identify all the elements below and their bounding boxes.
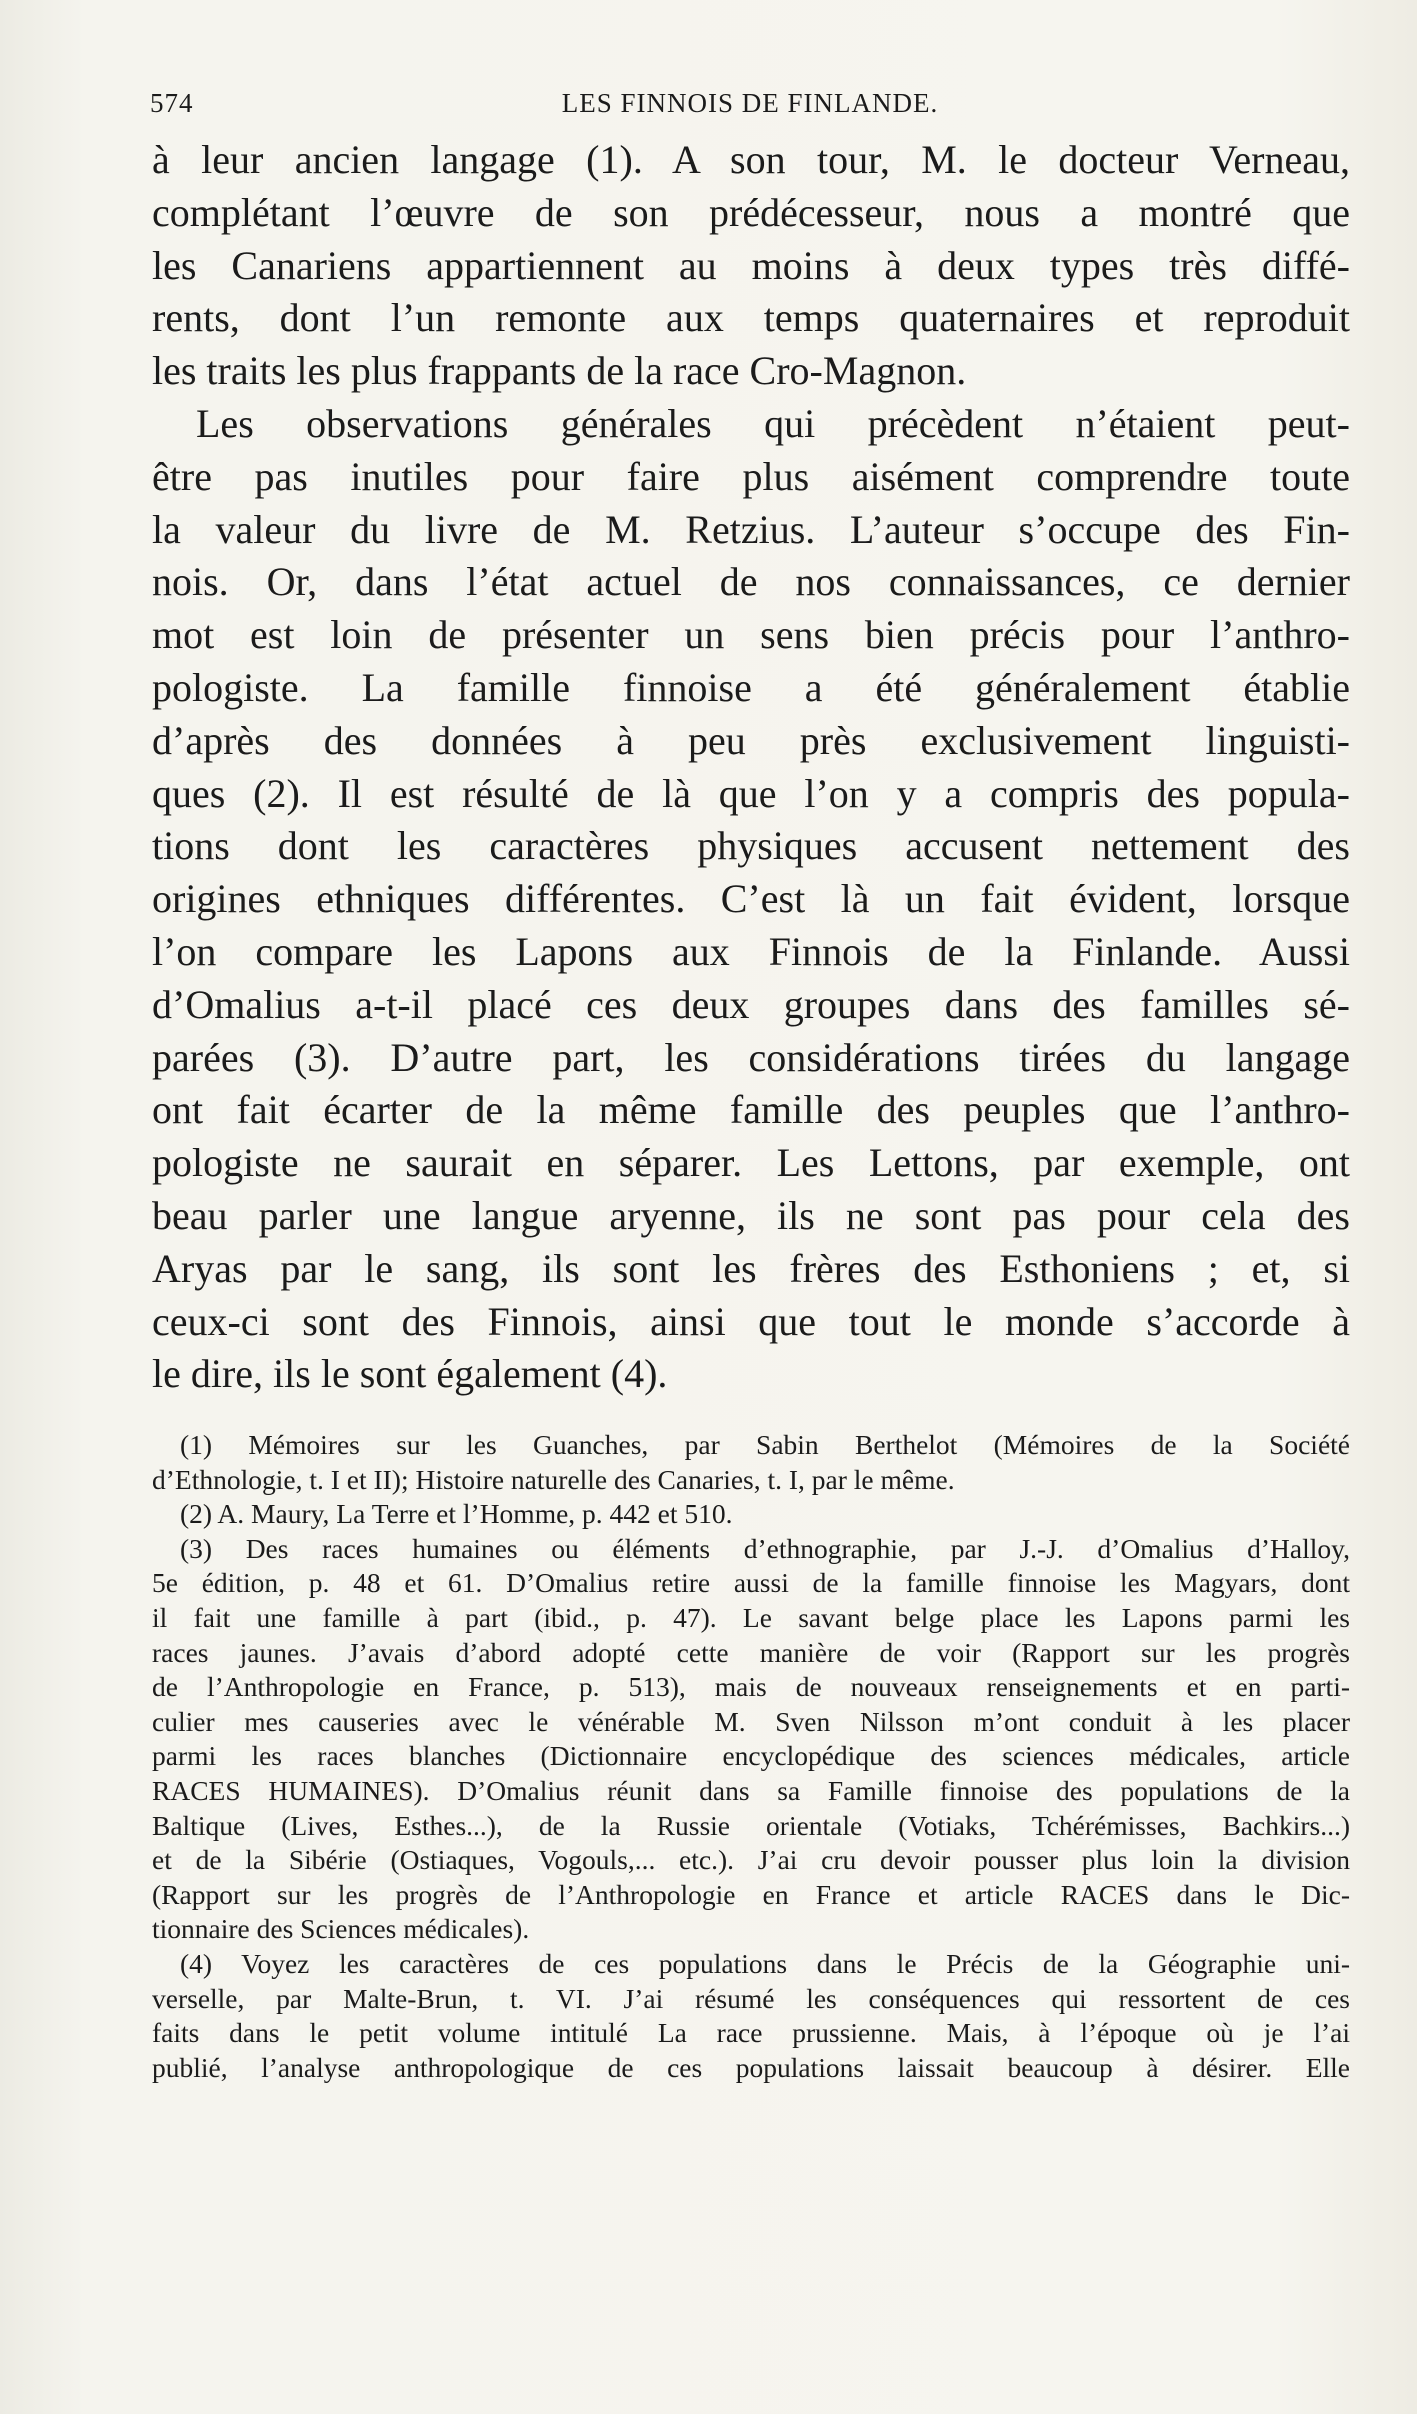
text-line: beau parler une langue aryenne, ils ne sont pas pour cela des xyxy=(152,1192,1350,1238)
text-line: les traits les plus frappants de la race Cro-Magnon. xyxy=(152,348,967,394)
footnote-line: (3) Des races humaines ou éléments d’ethnographie, par J.-J. d’Omalius d’Halloy, xyxy=(180,1532,1350,1564)
footnote-line: Baltique (Lives, Esthes...), de la Russie orientale (Votiaks, Tchérémisses, Bachkirs...) xyxy=(152,1809,1350,1841)
footnote-line: RACES HUMAINES). D’Omalius réunit dans sa Famille finnoise des populations de la xyxy=(152,1774,1350,1806)
page-number: 574 xyxy=(150,88,194,118)
main-text xyxy=(152,134,1350,1401)
text-line: rents, dont l’un remonte aux temps quaternaires et reproduit xyxy=(152,295,1350,341)
footnote-line: (4) Voyez les caractères de ces populations dans le Précis de la Géographie uni- xyxy=(180,1947,1350,1979)
text-line: nois. Or, dans l’état actuel de nos connaissances, ce dernier xyxy=(152,559,1350,605)
text-line: d’après des données à peu près exclusivement linguisti- xyxy=(152,717,1350,763)
footnote-line: verselle, par Malte-Brun, t. VI. J’ai résumé les conséquences qui ressortent de ces xyxy=(152,1982,1350,2014)
footnote-line: il fait une famille à part (ibid., p. 47). Le savant belge place les Lapons parmi les xyxy=(152,1601,1350,1633)
text-line: le dire, ils le sont également (4). xyxy=(152,1351,668,1397)
text-line: origines ethniques différentes. C’est là un fait évident, lorsque xyxy=(152,876,1350,922)
footnote-line: culier mes causeries avec le vénérable M. Sven Nilsson m’ont conduit à les placer xyxy=(152,1705,1350,1737)
footnote-line: parmi les races blanches (Dictionnaire encyclopédique des sciences médicales, article xyxy=(152,1740,1350,1772)
footnote-line: de l’Anthropologie en France, p. 513), mais de nouveaux renseignements et en parti- xyxy=(152,1671,1350,1703)
footnote-line: (2) A. Maury, La Terre et l’Homme, p. 442 et 510. xyxy=(180,1498,733,1530)
text-line: Aryas par le sang, ils sont les frères des Esthoniens ; et, si xyxy=(152,1245,1350,1291)
running-title: LES FINNOIS DE FINLANDE. xyxy=(561,88,939,118)
text-line: pologiste ne saurait en séparer. Les Lettons, par exemple, ont xyxy=(152,1140,1350,1186)
text-line: tions dont les caractères physiques accusent nettement des xyxy=(152,823,1350,869)
text-line: mot est loin de présenter un sens bien précis pour l’anthro- xyxy=(152,612,1350,658)
text-line: d’Omalius a-t-il placé ces deux groupes dans des familles sé- xyxy=(152,981,1350,1027)
text-line: la valeur du livre de M. Retzius. L’auteur s’occupe des Fin- xyxy=(152,506,1350,552)
footnote-line: d’Ethnologie, t. I et II); Histoire naturelle des Canaries, t. I, par le même. xyxy=(152,1463,955,1495)
text-line: être pas inutiles pour faire plus aisément comprendre toute xyxy=(152,453,1350,499)
page-header xyxy=(150,88,1350,128)
text-line: complétant l’œuvre de son prédécesseur, nous a montré que xyxy=(152,189,1350,235)
footnote-line: races jaunes. J’avais d’abord adopté cette manière de voir (Rapport sur les progrès xyxy=(152,1636,1350,1668)
footnote-line: tionnaire des Sciences médicales). xyxy=(152,1913,530,1945)
text-line: ceux-ci sont des Finnois, ainsi que tout le monde s’accorde à xyxy=(152,1298,1350,1344)
text-line: ont fait écarter de la même famille des peuples que l’anthro- xyxy=(152,1087,1350,1133)
footnote-line: (1) Mémoires sur les Guanches, par Sabin Berthelot (Mémoires de la Société xyxy=(180,1429,1350,1460)
text-line: parées (3). D’autre part, les considérations tirées du langage xyxy=(152,1034,1350,1080)
footnote-line: faits dans le petit volume intitulé La race prussienne. Mais, à l’époque où je l’ai xyxy=(152,2017,1350,2049)
footnote-line: 5e édition, p. 48 et 61. D’Omalius retire aussi de la famille finnoise les Magyars, dont xyxy=(152,1567,1350,1599)
text-line: ques (2). Il est résulté de là que l’on y a compris des popula- xyxy=(152,770,1350,816)
footnote-line: (Rapport sur les progrès de l’Anthropologie en France et article RACES dans le Dic- xyxy=(152,1878,1350,1910)
text-line: pologiste. La famille finnoise a été généralement établie xyxy=(152,664,1350,710)
footnotes xyxy=(152,1428,1350,2085)
text-line: Les observations générales qui précèdent n’étaient peut- xyxy=(196,400,1350,446)
footnote-line: publié, l’analyse anthropologique de ces populations laissait beaucoup à désirer. Elle xyxy=(152,2051,1350,2083)
text-line: les Canariens appartiennent au moins à deux types très diffé- xyxy=(152,242,1350,288)
footnote-line: et de la Sibérie (Ostiaques, Vogouls,... etc.). J’ai cru devoir pousser plus loin la division xyxy=(152,1844,1350,1876)
text-line: à leur ancien langage (1). A son tour, M. le docteur Verneau, xyxy=(152,137,1350,182)
text-line: l’on compare les Lapons aux Finnois de la Finlande. Aussi xyxy=(152,928,1350,974)
